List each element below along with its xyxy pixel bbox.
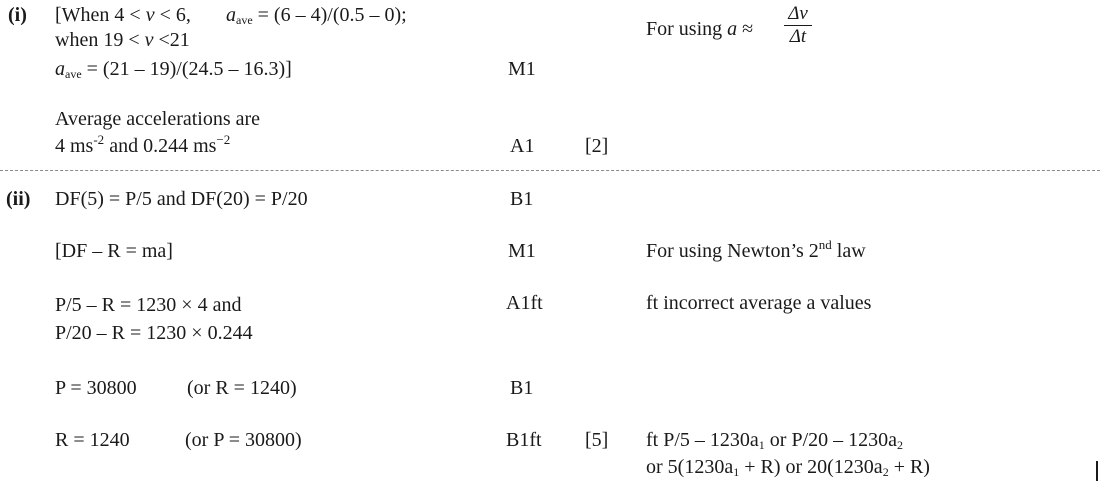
newton-note: For using Newton’s 2nd law: [646, 237, 866, 262]
p-value: P = 30800: [55, 377, 137, 399]
part-i-total: [2]: [585, 135, 609, 157]
section-divider: [0, 170, 1100, 171]
part-ii-total: [5]: [585, 429, 609, 451]
mark-m1-i: M1: [508, 58, 536, 80]
part-i-label: (i): [8, 4, 27, 26]
mark-a1-i: A1: [510, 135, 535, 157]
or-p-value: (or P = 30800): [185, 429, 302, 451]
ft-incorrect-note: ft incorrect average a values: [646, 292, 872, 314]
part-i-line1: [When 4 < v < 6,: [55, 4, 191, 26]
mark-a1ft: A1ft: [506, 292, 543, 314]
part-ii-label: (ii): [6, 188, 31, 210]
equation-p20: P/20 – R = 1230 × 0.244: [55, 322, 253, 344]
mark-m1-ii: M1: [508, 240, 536, 262]
ft-note-line2: or $5(1230a_1 + R)$ or $20(1230a_2 + R)$: [646, 456, 930, 479]
ft-note-line1: ft $P/5 - 1230a_1$ or $P/20 - 1230a_2$: [646, 429, 903, 452]
or-r-value: (or R = 1240): [187, 377, 297, 399]
text-cursor: [1096, 461, 1098, 481]
equation-p5: P/5 – R = 1230 × 4 and: [55, 294, 242, 316]
part-i-line2: when 19 < v <21: [55, 29, 190, 51]
part-i-note: For using a ≈: [646, 18, 754, 40]
driving-force-line: DF(5) = P/5 and DF(20) = P/20: [55, 188, 308, 210]
part-i-aave-expr-1: $a_{ave} = (6 - 4)/(0.5 - 0)$;: [226, 4, 407, 27]
mark-b1-b: B1: [510, 377, 534, 399]
part-i-line3: $a_{ave} = (21 - 19)/(24.5 - 16.3)$]: [55, 58, 292, 81]
average-accelerations-text: Average accelerations are: [55, 108, 261, 130]
newton-equation: [DF – R = ma]: [55, 240, 173, 262]
r-value: R = 1240: [55, 429, 130, 451]
mark-b1-a: B1: [510, 188, 534, 210]
delta-v-over-delta-t: Δv Δt: [784, 4, 812, 47]
mark-b1ft: B1ft: [506, 429, 542, 451]
average-accelerations-values: 4 $ms^{-2}$ and 0.244 $ms^{-2}$: [55, 132, 231, 157]
